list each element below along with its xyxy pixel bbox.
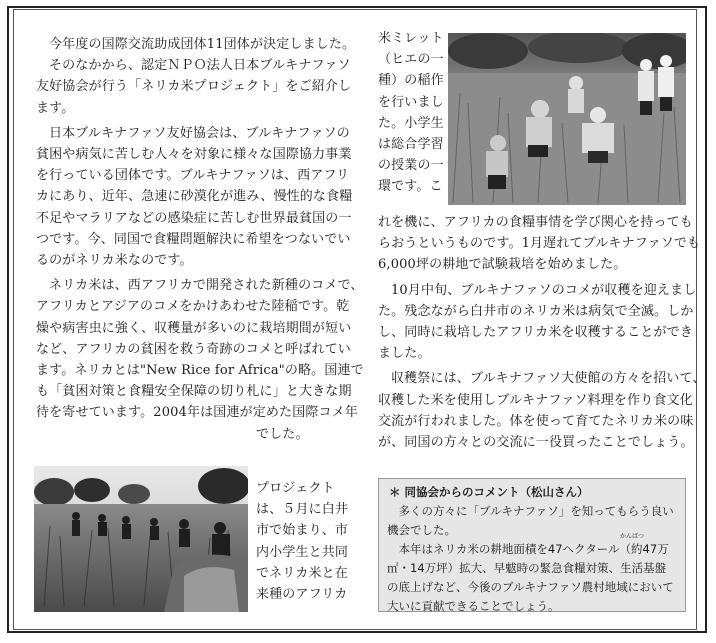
text-line: 収穫祭には、ブルキナファソ大使館の方々を招いて、 xyxy=(391,371,706,387)
comment-title: ＊ 同協会からのコメント（松山さん） xyxy=(389,485,589,499)
text-line: を行っている団体です。ブルキナファソは、西アフリ xyxy=(36,168,350,184)
text-line: 友好協会が行う「ネリカ米プロジェクト」をご紹介し xyxy=(36,79,352,95)
text-line: ます。ネリカとは"New Rice for Africa"の略。国連で xyxy=(36,363,364,379)
text-line: （ヒエの一 xyxy=(378,52,444,68)
text-line: 環です。こ xyxy=(378,179,443,195)
text-line: つです。今、同国で食糧問題解決に希望をつないでい xyxy=(36,231,351,247)
comment-body-2-text: 本年はネリカ米の耕地面積を47ヘクタール（約47万㎡・14万坪）拡大、早魃時の緊急食糧対策、生活基盤の底上げなど、今後のブルキナファソ農村地域において大いに貢献できることでしょう。 xyxy=(387,542,674,613)
left-column-wrap xyxy=(256,478,366,605)
text-line: も「貧困対策と食糧安全保障の切り札に」と大きな期 xyxy=(36,384,352,400)
paragraph-intro xyxy=(36,34,364,119)
photo-villagers-field xyxy=(34,466,248,612)
text-line: 今年度の国際交流助成団体11団体が決定しました。 xyxy=(49,37,356,52)
text-line: らおうというものです。1月遅れてブルキナファソでも xyxy=(378,236,701,252)
paragraph-nerica xyxy=(36,275,364,445)
photo-icon xyxy=(448,33,686,205)
text-line: カにあり、近年、急速に砂漠化が進み、慢性的な食糧 xyxy=(36,189,353,205)
text-line: た。小学生 xyxy=(378,115,444,131)
text-line: れを機に、アフリカの食糧事情を学び関心を持っても xyxy=(378,215,693,230)
ruby-text: かんばつ xyxy=(620,533,645,540)
photo-children-field xyxy=(448,33,686,205)
paragraph-association xyxy=(36,123,364,271)
text-line: 市で始まり、市 xyxy=(256,523,349,539)
text-line: 貧困や病気に苦しむ人々を対象に様々な国際協力事業 xyxy=(36,147,352,163)
text-line: を行いまし xyxy=(378,94,444,110)
right-column-wrap xyxy=(378,28,446,198)
left-column xyxy=(36,34,364,449)
text-line: アフリカとアジアのコメをかけあわせた陸稲です。乾 xyxy=(36,299,350,315)
text-line: 米ミレット xyxy=(378,31,444,46)
text-line: でネリカ米と在 xyxy=(256,565,348,581)
text-line: 種）の稲作 xyxy=(378,73,444,89)
text-line: 交流が行われました。体を使って育てたネリカ米の味 xyxy=(378,413,694,429)
right-column xyxy=(378,212,706,457)
text-line: ます。 xyxy=(36,100,75,116)
text-line: でした。 xyxy=(256,426,309,442)
text-line: そのなかから、認定ＮＰＯ法人日本ブルキナファソ xyxy=(49,58,351,74)
text-line: プロジェクト xyxy=(256,481,335,496)
text-line: 来種のアフリカ xyxy=(256,587,348,603)
text-line: は、５月に白井 xyxy=(256,502,349,518)
comment-box xyxy=(378,478,686,612)
paragraph-festival xyxy=(378,368,706,453)
text-line: 待を寄せています。2004年は国連が定めた国際コメ年 xyxy=(36,405,358,421)
comment-body-1: 多くの方々に「ブルキナファソ」を知ってもらう良い機会でした。 xyxy=(387,504,674,537)
comment-body-2 xyxy=(387,533,677,616)
text-line: 10月中旬、ブルキナファソのコメが収穫を迎えまし xyxy=(391,282,697,298)
text-line: 燥や病害虫に強く、収穫量が多いのに栽培期間が短い xyxy=(36,320,352,336)
text-line: が、同国の方々との交流に一役買ったことでしょう。 xyxy=(378,435,694,451)
text-line: た。残念ながら白井市のネリカ米は病気で全滅。しか xyxy=(378,303,694,319)
text-line: の授業の一 xyxy=(378,158,444,174)
text-line: 不足やマラリアなどの感染症に苦しむ世界最貧国の一 xyxy=(36,210,352,226)
text-line: るのがネリカ米なのです。 xyxy=(36,253,193,269)
text-line: 収穫した米を使用しブルキナファソ料理を作り食文化 xyxy=(378,392,693,408)
text-line: 日本ブルキナファソ友好協会は、ブルキナファソの xyxy=(49,125,350,141)
text-line: は総合学習 xyxy=(378,137,444,153)
text-line: ネリカ米は、西アフリカで開発された新種のコメで、 xyxy=(49,278,364,294)
paragraph-harvest xyxy=(378,280,697,365)
text-line: など、アフリカの貧困を救う奇跡のコメと呼ばれてい xyxy=(36,341,351,357)
text-line: し、同時に栽培したアフリカ米を収穫することができ xyxy=(378,325,693,341)
text-line: 6,000坪の耕地で試験栽培を始めました。 xyxy=(378,257,627,273)
photo-icon xyxy=(34,466,248,612)
text-line: ました。 xyxy=(378,346,431,362)
text-line: 内小学生と共同 xyxy=(256,544,349,560)
paragraph-project-cont xyxy=(378,212,701,276)
